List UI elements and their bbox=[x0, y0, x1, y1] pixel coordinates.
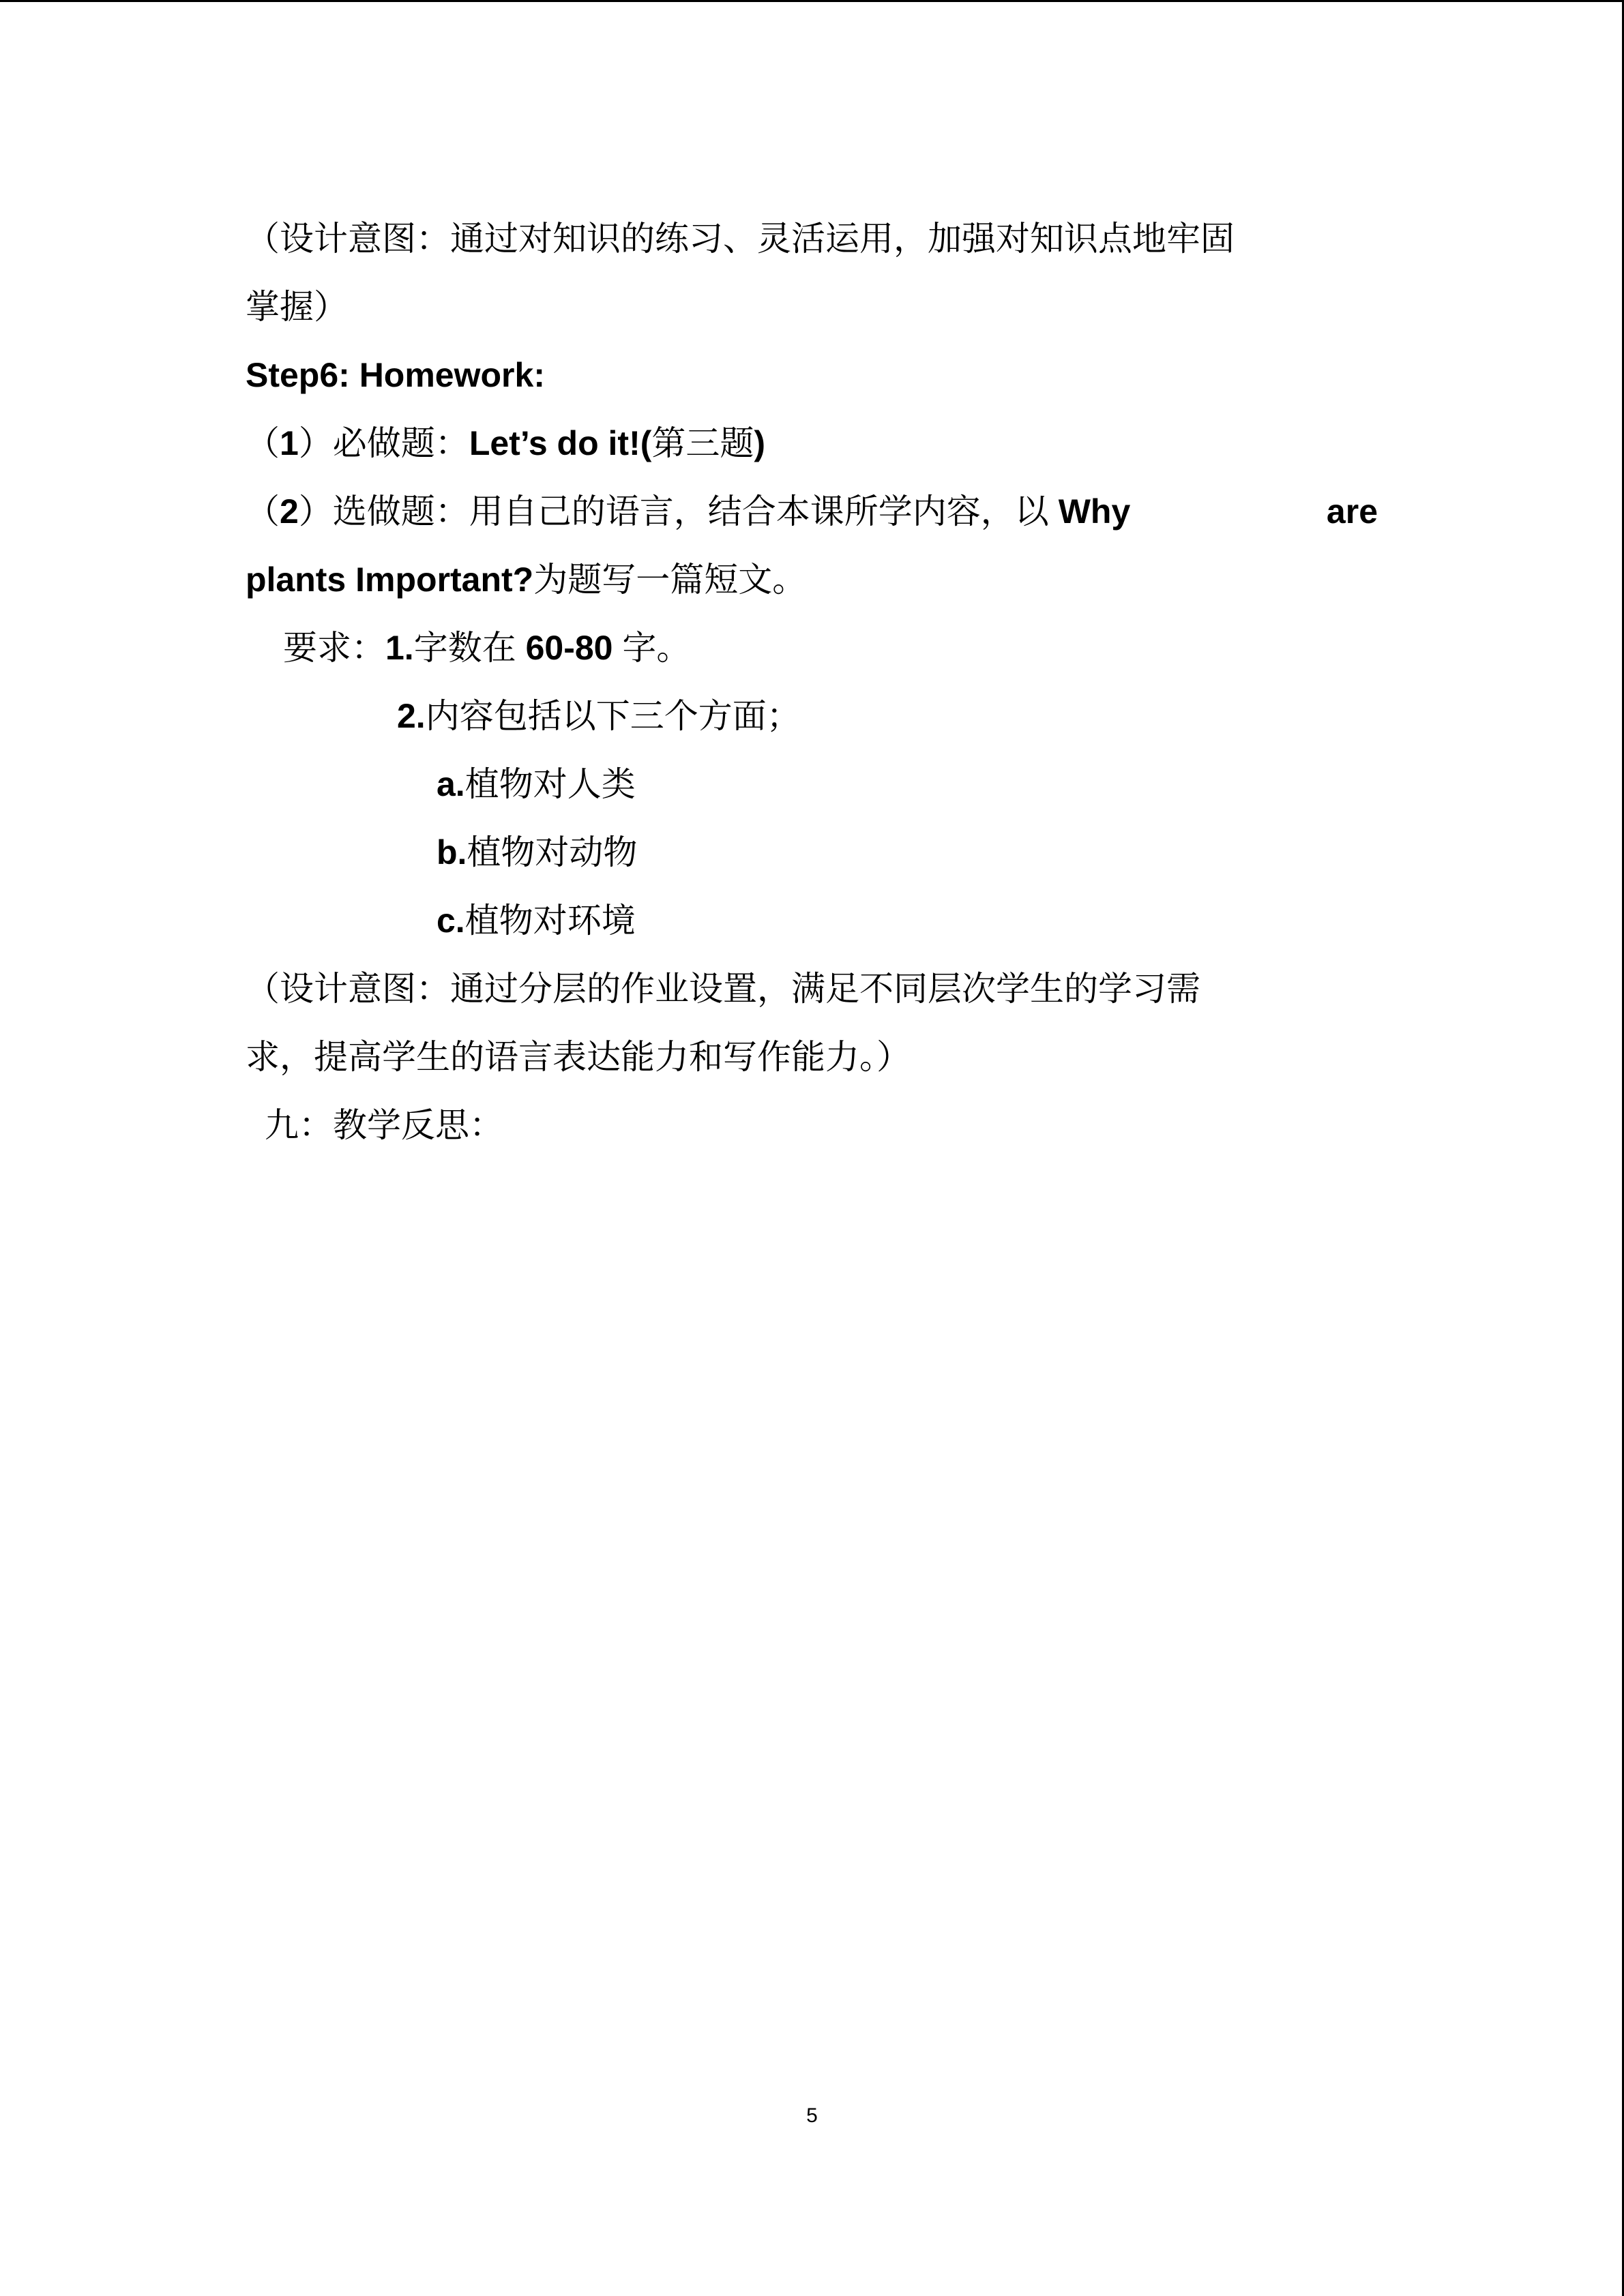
step6-heading bbox=[246, 341, 1378, 409]
aspect-b-text: 植物对动物 bbox=[467, 833, 638, 871]
requirement-2 bbox=[246, 682, 1378, 750]
aspect-a-text: 植物对人类 bbox=[464, 765, 636, 803]
homework-item-2-line-1 bbox=[246, 477, 1378, 546]
design-intent-1-text-b: 掌握） bbox=[246, 288, 348, 326]
requirement-1-text-b: 字。 bbox=[612, 629, 691, 667]
aspect-c-text: 植物对环境 bbox=[464, 901, 636, 940]
homework-item-2-line-2 bbox=[246, 546, 1378, 614]
design-intent-2-line-1 bbox=[246, 955, 1378, 1023]
requirement-2-number: 2. bbox=[397, 697, 426, 735]
hw1-number: 1 bbox=[280, 424, 299, 462]
hw1-prefix: （ bbox=[246, 424, 280, 462]
design-intent-1-line-2 bbox=[246, 273, 1378, 341]
aspect-item-b bbox=[246, 818, 1378, 886]
homework-item-1 bbox=[246, 409, 1378, 477]
hw1-mid: ）必做题： bbox=[298, 424, 469, 462]
hw2-title-en: plants Important? bbox=[246, 561, 534, 599]
hw1-close: ) bbox=[754, 424, 766, 462]
hw2-are: are bbox=[1326, 492, 1378, 531]
design-intent-2-line-2 bbox=[246, 1023, 1378, 1091]
requirement-2-text: 内容包括以下三个方面； bbox=[425, 697, 801, 735]
aspect-item-c bbox=[246, 886, 1378, 955]
design-intent-2-text-a: （设计意图：通过分层的作业设置，满足不同层次学生的学习需 bbox=[246, 970, 1200, 1008]
hw2-title-cn: 为题写一篇短文。 bbox=[533, 561, 807, 599]
hw2-mid: ）选做题：用自己的语言，结合本课所学内容，以 bbox=[298, 492, 1059, 531]
hw2-prefix: （ bbox=[246, 492, 280, 531]
design-intent-2-text-b: 求，提高学生的语言表达能力和写作能力。） bbox=[246, 1038, 911, 1076]
hw1-task: Let’s do it!( bbox=[469, 424, 652, 462]
hw2-left bbox=[246, 477, 1130, 546]
reflection-heading bbox=[246, 1091, 1378, 1159]
aspect-b-label: b. bbox=[437, 833, 467, 871]
document-body bbox=[246, 205, 1378, 1159]
requirement-label: 要求： bbox=[283, 629, 385, 667]
reflection-heading-text: 九：教学反思： bbox=[265, 1106, 503, 1144]
requirement-1-range: 60-80 bbox=[525, 629, 613, 667]
aspect-a-label: a. bbox=[437, 765, 465, 803]
requirement-1 bbox=[246, 614, 1378, 682]
aspect-c-label: c. bbox=[437, 901, 465, 940]
aspect-item-a bbox=[246, 750, 1378, 818]
hw2-number: 2 bbox=[280, 492, 299, 531]
page-number: 5 bbox=[806, 2104, 818, 2127]
design-intent-1-text-a: （设计意图：通过对知识的练习、灵活运用，加强对知识点地牢固 bbox=[246, 220, 1235, 258]
hw2-why: Why bbox=[1058, 492, 1131, 531]
requirement-1-text-a: 字数在 bbox=[413, 629, 526, 667]
requirement-1-number: 1. bbox=[385, 629, 414, 667]
hw1-paren: 第三题 bbox=[651, 424, 754, 462]
design-intent-1-line-1 bbox=[246, 205, 1378, 273]
step6-heading-text: Step6: Homework: bbox=[246, 356, 545, 394]
